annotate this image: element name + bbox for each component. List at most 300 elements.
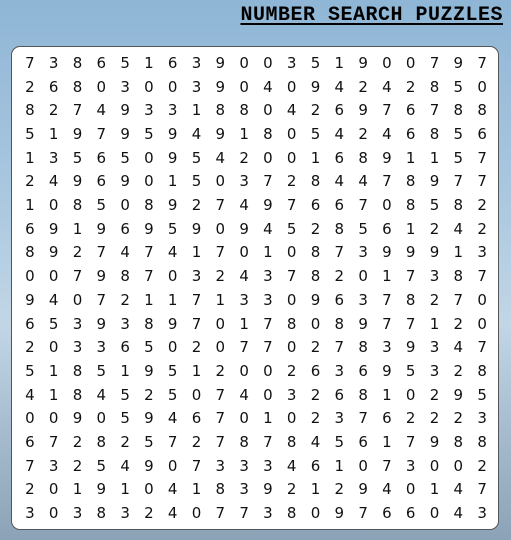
grid-cell[interactable]: 2 xyxy=(72,456,83,475)
grid-cell[interactable]: 8 xyxy=(215,480,226,499)
grid-cell[interactable]: 4 xyxy=(239,196,249,215)
grid-cell[interactable]: 1 xyxy=(25,196,35,215)
grid-cell[interactable]: 6 xyxy=(120,338,130,357)
grid-cell[interactable]: 0 xyxy=(286,77,297,96)
grid-cell[interactable]: 3 xyxy=(429,361,440,380)
grid-cell[interactable]: 8 xyxy=(96,433,107,452)
grid-cell[interactable]: 1 xyxy=(382,385,392,404)
grid-cell[interactable]: 9 xyxy=(405,338,416,357)
grid-cell[interactable]: 9 xyxy=(382,361,392,380)
grid-cell[interactable]: 0 xyxy=(215,172,226,191)
grid-cell[interactable]: 5 xyxy=(334,433,345,452)
grid-cell[interactable]: 0 xyxy=(96,77,107,96)
grid-cell[interactable]: 3 xyxy=(167,101,178,120)
grid-cell[interactable]: 0 xyxy=(477,77,487,96)
grid-cell[interactable]: 5 xyxy=(167,361,178,380)
grid-cell[interactable]: 8 xyxy=(72,53,83,72)
grid-cell[interactable]: 7 xyxy=(382,290,392,309)
grid-cell[interactable]: 0 xyxy=(405,53,416,72)
grid-cell[interactable]: 0 xyxy=(263,53,273,72)
grid-cell[interactable]: 2 xyxy=(25,338,35,357)
grid-cell[interactable]: 6 xyxy=(310,456,321,475)
grid-cell[interactable]: 5 xyxy=(72,148,83,167)
grid-cell[interactable]: 0 xyxy=(25,409,35,428)
grid-cell[interactable]: 5 xyxy=(25,361,35,380)
grid-cell[interactable]: 0 xyxy=(48,196,59,215)
grid-cell[interactable]: 2 xyxy=(477,196,487,215)
grid-cell[interactable]: 8 xyxy=(453,267,464,286)
grid-cell[interactable]: 7 xyxy=(263,433,273,452)
grid-cell[interactable]: 1 xyxy=(263,409,273,428)
grid-cell[interactable]: 1 xyxy=(191,480,202,499)
grid-cell[interactable]: 2 xyxy=(25,172,35,191)
grid-cell[interactable]: 1 xyxy=(167,172,178,191)
grid-cell[interactable]: 3 xyxy=(191,267,202,286)
grid-cell[interactable]: 8 xyxy=(72,385,83,404)
grid-cell[interactable]: 1 xyxy=(72,219,83,238)
grid-cell[interactable]: 4 xyxy=(453,219,464,238)
grid-cell[interactable]: 9 xyxy=(358,53,368,72)
grid-cell[interactable]: 6 xyxy=(120,219,130,238)
grid-cell[interactable]: 0 xyxy=(215,219,226,238)
grid-cell[interactable]: 1 xyxy=(191,361,202,380)
grid-cell[interactable]: 8 xyxy=(334,219,345,238)
grid-cell[interactable]: 3 xyxy=(48,53,59,72)
grid-cell[interactable]: 7 xyxy=(334,243,345,262)
grid-cell[interactable]: 6 xyxy=(25,219,35,238)
grid-cell[interactable]: 8 xyxy=(72,361,83,380)
grid-cell[interactable]: 1 xyxy=(48,385,59,404)
grid-cell[interactable]: 6 xyxy=(191,409,202,428)
grid-cell[interactable]: 1 xyxy=(72,480,83,499)
grid-cell[interactable]: 6 xyxy=(358,361,368,380)
grid-cell[interactable]: 5 xyxy=(453,124,464,143)
grid-cell[interactable]: 2 xyxy=(405,409,416,428)
grid-cell[interactable]: 5 xyxy=(191,148,202,167)
grid-cell[interactable]: 5 xyxy=(48,314,59,333)
grid-cell[interactable]: 6 xyxy=(48,77,59,96)
grid-cell[interactable]: 9 xyxy=(191,219,202,238)
grid-cell[interactable]: 5 xyxy=(120,409,130,428)
grid-cell[interactable]: 9 xyxy=(429,243,440,262)
grid-cell[interactable]: 9 xyxy=(144,361,154,380)
grid-cell[interactable]: 3 xyxy=(191,77,202,96)
grid-cell[interactable]: 3 xyxy=(48,456,59,475)
grid-cell[interactable]: 0 xyxy=(405,480,416,499)
grid-cell[interactable]: 7 xyxy=(215,385,226,404)
grid-cell[interactable]: 7 xyxy=(191,456,202,475)
grid-cell[interactable]: 7 xyxy=(477,172,487,191)
grid-cell[interactable]: 5 xyxy=(167,385,178,404)
grid-cell[interactable]: 2 xyxy=(429,219,440,238)
grid-cell[interactable]: 0 xyxy=(429,504,440,523)
grid-cell[interactable]: 7 xyxy=(191,290,202,309)
grid-cell[interactable]: 3 xyxy=(477,243,487,262)
grid-cell[interactable]: 4 xyxy=(120,456,130,475)
grid-cell[interactable]: 2 xyxy=(286,172,297,191)
grid-cell[interactable]: 8 xyxy=(453,196,464,215)
grid-cell[interactable]: 6 xyxy=(167,53,178,72)
grid-cell[interactable]: 1 xyxy=(429,480,440,499)
grid-cell[interactable]: 4 xyxy=(239,385,249,404)
grid-cell[interactable]: 4 xyxy=(191,124,202,143)
grid-cell[interactable]: 4 xyxy=(263,219,273,238)
grid-cell[interactable]: 2 xyxy=(310,409,321,428)
grid-cell[interactable]: 0 xyxy=(191,385,202,404)
grid-cell[interactable]: 0 xyxy=(286,148,297,167)
grid-cell[interactable]: 8 xyxy=(477,433,487,452)
grid-cell[interactable]: 0 xyxy=(310,504,321,523)
grid-cell[interactable]: 6 xyxy=(310,361,321,380)
grid-cell[interactable]: 7 xyxy=(215,409,226,428)
grid-cell[interactable]: 9 xyxy=(310,77,321,96)
grid-cell[interactable]: 0 xyxy=(263,385,273,404)
grid-cell[interactable]: 9 xyxy=(263,196,273,215)
grid-cell[interactable]: 1 xyxy=(405,148,416,167)
grid-cell[interactable]: 2 xyxy=(453,409,464,428)
grid-cell[interactable]: 7 xyxy=(96,243,107,262)
grid-cell[interactable]: 7 xyxy=(25,456,35,475)
grid-cell[interactable]: 1 xyxy=(239,314,249,333)
grid-cell[interactable]: 6 xyxy=(25,314,35,333)
grid-cell[interactable]: 4 xyxy=(310,433,321,452)
grid-cell[interactable]: 3 xyxy=(239,456,249,475)
grid-cell[interactable]: 0 xyxy=(239,361,249,380)
grid-cell[interactable]: 3 xyxy=(263,456,273,475)
grid-cell[interactable]: 9 xyxy=(382,148,392,167)
grid-cell[interactable]: 4 xyxy=(358,172,368,191)
grid-cell[interactable]: 0 xyxy=(144,480,154,499)
grid-cell[interactable]: 4 xyxy=(453,504,464,523)
grid-cell[interactable]: 8 xyxy=(405,172,416,191)
grid-cell[interactable]: 3 xyxy=(96,338,107,357)
grid-cell[interactable]: 7 xyxy=(334,338,345,357)
grid-cell[interactable]: 7 xyxy=(382,172,392,191)
grid-cell[interactable]: 8 xyxy=(477,101,487,120)
grid-cell[interactable]: 0 xyxy=(167,77,178,96)
grid-cell[interactable]: 8 xyxy=(25,101,35,120)
grid-cell[interactable]: 2 xyxy=(72,243,83,262)
grid-cell[interactable]: 6 xyxy=(382,409,392,428)
grid-cell[interactable]: 9 xyxy=(334,504,345,523)
grid-cell[interactable]: 2 xyxy=(310,338,321,357)
grid-cell[interactable]: 0 xyxy=(144,148,154,167)
grid-cell[interactable]: 3 xyxy=(429,338,440,357)
grid-cell[interactable]: 6 xyxy=(334,385,345,404)
grid-cell[interactable]: 5 xyxy=(453,77,464,96)
grid-cell[interactable]: 3 xyxy=(263,290,273,309)
grid-cell[interactable]: 4 xyxy=(286,101,297,120)
grid-cell[interactable]: 9 xyxy=(263,480,273,499)
grid-cell[interactable]: 9 xyxy=(358,314,368,333)
grid-cell[interactable]: 8 xyxy=(239,433,249,452)
grid-cell[interactable]: 8 xyxy=(358,385,368,404)
grid-cell[interactable]: 1 xyxy=(48,361,59,380)
grid-cell[interactable]: 2 xyxy=(144,385,154,404)
grid-cell[interactable]: 3 xyxy=(429,267,440,286)
grid-cell[interactable]: 5 xyxy=(144,338,154,357)
grid-cell[interactable]: 6 xyxy=(310,196,321,215)
grid-cell[interactable]: 6 xyxy=(334,290,345,309)
grid-cell[interactable]: 0 xyxy=(144,172,154,191)
grid-cell[interactable]: 7 xyxy=(429,101,440,120)
grid-cell[interactable]: 7 xyxy=(477,148,487,167)
grid-cell[interactable]: 1 xyxy=(191,101,202,120)
grid-cell[interactable]: 4 xyxy=(286,456,297,475)
grid-cell[interactable]: 7 xyxy=(215,504,226,523)
grid-cell[interactable]: 6 xyxy=(334,148,345,167)
grid-cell[interactable]: 6 xyxy=(334,196,345,215)
grid-cell[interactable]: 7 xyxy=(358,409,368,428)
grid-cell[interactable]: 4 xyxy=(120,243,130,262)
grid-cell[interactable]: 0 xyxy=(477,314,487,333)
grid-cell[interactable]: 7 xyxy=(215,433,226,452)
grid-cell[interactable]: 2 xyxy=(191,196,202,215)
grid-cell[interactable]: 5 xyxy=(167,219,178,238)
grid-cell[interactable]: 7 xyxy=(239,338,249,357)
grid-cell[interactable]: 0 xyxy=(167,456,178,475)
grid-cell[interactable]: 4 xyxy=(382,77,392,96)
grid-cell[interactable]: 3 xyxy=(239,480,249,499)
grid-cell[interactable]: 2 xyxy=(239,148,249,167)
grid-cell[interactable]: 5 xyxy=(120,385,130,404)
grid-cell[interactable]: 5 xyxy=(286,219,297,238)
grid-cell[interactable]: 0 xyxy=(167,338,178,357)
grid-cell[interactable]: 6 xyxy=(405,504,416,523)
grid-cell[interactable]: 3 xyxy=(477,409,487,428)
grid-cell[interactable]: 8 xyxy=(310,243,321,262)
grid-cell[interactable]: 7 xyxy=(358,504,368,523)
grid-cell[interactable]: 0 xyxy=(96,409,107,428)
grid-cell[interactable]: 9 xyxy=(144,409,154,428)
grid-cell[interactable]: 1 xyxy=(144,290,154,309)
grid-cell[interactable]: 1 xyxy=(144,53,154,72)
grid-cell[interactable]: 8 xyxy=(453,433,464,452)
grid-cell[interactable]: 0 xyxy=(72,290,83,309)
grid-cell[interactable]: 7 xyxy=(286,267,297,286)
grid-cell[interactable]: 7 xyxy=(72,101,83,120)
grid-cell[interactable]: 9 xyxy=(96,219,107,238)
grid-cell[interactable]: 2 xyxy=(72,433,83,452)
grid-cell[interactable]: 3 xyxy=(120,314,130,333)
grid-cell[interactable]: 2 xyxy=(120,433,130,452)
grid-cell[interactable]: 3 xyxy=(191,53,202,72)
grid-cell[interactable]: 9 xyxy=(96,480,107,499)
grid-cell[interactable]: 0 xyxy=(429,456,440,475)
grid-cell[interactable]: 2 xyxy=(310,385,321,404)
grid-cell[interactable]: 8 xyxy=(477,361,487,380)
grid-cell[interactable]: 0 xyxy=(191,504,202,523)
grid-cell[interactable]: 3 xyxy=(405,456,416,475)
grid-cell[interactable]: 7 xyxy=(286,196,297,215)
grid-cell[interactable]: 6 xyxy=(334,101,345,120)
grid-cell[interactable]: 0 xyxy=(215,338,226,357)
grid-cell[interactable]: 3 xyxy=(72,338,83,357)
grid-cell[interactable]: 7 xyxy=(239,504,249,523)
grid-cell[interactable]: 7 xyxy=(477,267,487,286)
grid-cell[interactable]: 8 xyxy=(286,314,297,333)
grid-cell[interactable]: 7 xyxy=(477,480,487,499)
grid-cell[interactable]: 0 xyxy=(263,101,273,120)
grid-cell[interactable]: 9 xyxy=(167,314,178,333)
grid-cell[interactable]: 9 xyxy=(144,456,154,475)
grid-cell[interactable]: 0 xyxy=(48,338,59,357)
grid-cell[interactable]: 3 xyxy=(334,361,345,380)
grid-cell[interactable]: 9 xyxy=(167,124,178,143)
grid-cell[interactable]: 8 xyxy=(286,504,297,523)
grid-cell[interactable]: 7 xyxy=(477,53,487,72)
grid-cell[interactable]: 3 xyxy=(239,290,249,309)
grid-cell[interactable]: 5 xyxy=(191,172,202,191)
grid-cell[interactable]: 5 xyxy=(25,124,35,143)
grid-cell[interactable]: 7 xyxy=(96,290,107,309)
grid-cell[interactable]: 2 xyxy=(25,480,35,499)
grid-cell[interactable]: 1 xyxy=(239,124,249,143)
grid-cell[interactable]: 9 xyxy=(120,124,130,143)
grid-cell[interactable]: 1 xyxy=(382,433,392,452)
grid-cell[interactable]: 4 xyxy=(96,101,107,120)
grid-cell[interactable]: 9 xyxy=(120,172,130,191)
grid-cell[interactable]: 0 xyxy=(215,314,226,333)
grid-cell[interactable]: 8 xyxy=(358,148,368,167)
grid-cell[interactable]: 2 xyxy=(429,385,440,404)
grid-cell[interactable]: 3 xyxy=(286,385,297,404)
grid-cell[interactable]: 2 xyxy=(191,338,202,357)
grid-cell[interactable]: 6 xyxy=(96,53,107,72)
grid-cell[interactable]: 1 xyxy=(334,456,345,475)
grid-cell[interactable]: 4 xyxy=(48,172,59,191)
grid-cell[interactable]: 0 xyxy=(477,290,487,309)
grid-cell[interactable]: 2 xyxy=(144,504,154,523)
grid-cell[interactable]: 0 xyxy=(286,290,297,309)
grid-cell[interactable]: 0 xyxy=(120,196,130,215)
grid-cell[interactable]: 0 xyxy=(48,267,59,286)
grid-cell[interactable]: 4 xyxy=(334,124,345,143)
grid-cell[interactable]: 7 xyxy=(144,267,154,286)
grid-cell[interactable]: 1 xyxy=(405,219,416,238)
grid-cell[interactable]: 7 xyxy=(215,243,226,262)
grid-cell[interactable]: 3 xyxy=(334,409,345,428)
grid-cell[interactable]: 5 xyxy=(358,219,368,238)
grid-cell[interactable]: 8 xyxy=(405,290,416,309)
grid-cell[interactable]: 0 xyxy=(239,53,249,72)
grid-cell[interactable]: 0 xyxy=(239,409,249,428)
grid-cell[interactable]: 3 xyxy=(358,290,368,309)
grid-cell[interactable]: 4 xyxy=(167,409,178,428)
grid-cell[interactable]: 8 xyxy=(453,101,464,120)
grid-cell[interactable]: 8 xyxy=(144,314,154,333)
grid-cell[interactable]: 9 xyxy=(382,243,392,262)
grid-cell[interactable]: 4 xyxy=(25,385,35,404)
grid-cell[interactable]: 3 xyxy=(120,504,130,523)
grid-cell[interactable]: 9 xyxy=(429,433,440,452)
grid-cell[interactable]: 3 xyxy=(263,267,273,286)
grid-cell[interactable]: 7 xyxy=(215,196,226,215)
grid-cell[interactable]: 4 xyxy=(263,77,273,96)
grid-cell[interactable]: 6 xyxy=(405,124,416,143)
grid-cell[interactable]: 5 xyxy=(453,148,464,167)
grid-cell[interactable]: 7 xyxy=(48,433,59,452)
grid-cell[interactable]: 2 xyxy=(25,77,35,96)
grid-cell[interactable]: 7 xyxy=(263,314,273,333)
grid-cell[interactable]: 0 xyxy=(382,53,392,72)
grid-cell[interactable]: 8 xyxy=(25,243,35,262)
grid-cell[interactable]: 1 xyxy=(120,480,130,499)
grid-cell[interactable]: 9 xyxy=(72,172,83,191)
grid-cell[interactable]: 2 xyxy=(334,480,345,499)
grid-cell[interactable]: 4 xyxy=(382,480,392,499)
grid-cell[interactable]: 4 xyxy=(334,172,345,191)
grid-cell[interactable]: 3 xyxy=(358,243,368,262)
grid-cell[interactable]: 7 xyxy=(358,196,368,215)
grid-cell[interactable]: 1 xyxy=(429,314,440,333)
grid-cell[interactable]: 7 xyxy=(382,456,392,475)
grid-cell[interactable]: 2 xyxy=(429,409,440,428)
grid-cell[interactable]: 1 xyxy=(215,290,226,309)
grid-cell[interactable]: 1 xyxy=(429,148,440,167)
grid-cell[interactable]: 3 xyxy=(263,504,273,523)
grid-cell[interactable]: 7 xyxy=(477,338,487,357)
grid-cell[interactable]: 7 xyxy=(263,338,273,357)
grid-cell[interactable]: 0 xyxy=(48,480,59,499)
grid-cell[interactable]: 2 xyxy=(477,219,487,238)
grid-cell[interactable]: 5 xyxy=(429,196,440,215)
grid-cell[interactable]: 7 xyxy=(72,267,83,286)
grid-cell[interactable]: 3 xyxy=(215,456,226,475)
grid-cell[interactable]: 2 xyxy=(286,480,297,499)
grid-cell[interactable]: 2 xyxy=(477,456,487,475)
grid-cell[interactable]: 6 xyxy=(405,101,416,120)
grid-cell[interactable]: 9 xyxy=(96,314,107,333)
grid-cell[interactable]: 2 xyxy=(286,361,297,380)
grid-cell[interactable]: 2 xyxy=(453,361,464,380)
grid-cell[interactable]: 6 xyxy=(25,433,35,452)
grid-cell[interactable]: 8 xyxy=(263,124,273,143)
grid-cell[interactable]: 6 xyxy=(382,504,392,523)
grid-cell[interactable]: 6 xyxy=(382,219,392,238)
grid-cell[interactable]: 7 xyxy=(25,53,35,72)
grid-cell[interactable]: 8 xyxy=(72,77,83,96)
grid-cell[interactable]: 2 xyxy=(358,77,368,96)
grid-cell[interactable]: 5 xyxy=(310,53,321,72)
grid-cell[interactable]: 4 xyxy=(382,124,392,143)
grid-cell[interactable]: 5 xyxy=(96,196,107,215)
grid-cell[interactable]: 4 xyxy=(167,480,178,499)
grid-cell[interactable]: 3 xyxy=(72,504,83,523)
grid-cell[interactable]: 1 xyxy=(48,124,59,143)
grid-cell[interactable]: 1 xyxy=(120,361,130,380)
grid-cell[interactable]: 7 xyxy=(405,314,416,333)
grid-cell[interactable]: 7 xyxy=(144,243,154,262)
grid-cell[interactable]: 1 xyxy=(191,243,202,262)
grid-cell[interactable]: 1 xyxy=(382,267,392,286)
grid-cell[interactable]: 5 xyxy=(144,433,154,452)
grid-cell[interactable]: 0 xyxy=(48,504,59,523)
grid-cell[interactable]: 7 xyxy=(167,433,178,452)
grid-cell[interactable]: 3 xyxy=(144,101,154,120)
grid-cell[interactable]: 6 xyxy=(96,148,107,167)
grid-cell[interactable]: 9 xyxy=(453,53,464,72)
grid-cell[interactable]: 0 xyxy=(310,314,321,333)
grid-cell[interactable]: 3 xyxy=(286,53,297,72)
grid-cell[interactable]: 8 xyxy=(239,101,249,120)
grid-cell[interactable]: 2 xyxy=(453,314,464,333)
grid-cell[interactable]: 9 xyxy=(429,172,440,191)
grid-cell[interactable]: 0 xyxy=(382,196,392,215)
grid-cell[interactable]: 6 xyxy=(96,172,107,191)
grid-cell[interactable]: 2 xyxy=(429,290,440,309)
grid-cell[interactable]: 9 xyxy=(239,219,249,238)
